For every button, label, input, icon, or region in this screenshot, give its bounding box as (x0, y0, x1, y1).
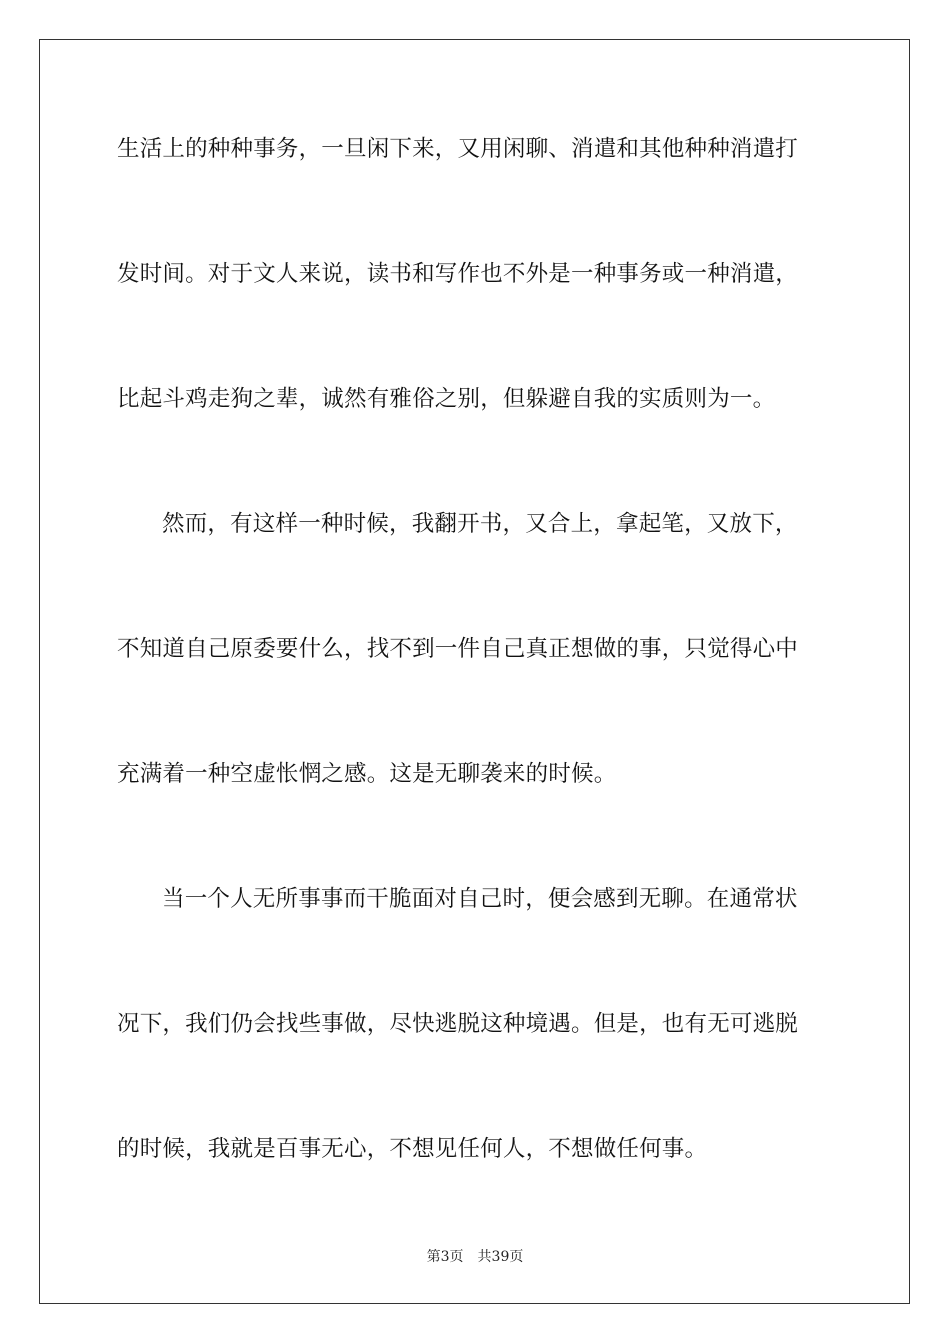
text-line: 生活上的种种事务，一旦闲下来，又用闲聊、消遣和其他种种消遣打 (117, 136, 799, 162)
text-line: 发时间。对于文人来说，读书和写作也不外是一种事务或一种消遣， (117, 261, 799, 287)
page-border (39, 39, 910, 1304)
text-line: 比起斗鸡走狗之辈，诚然有雅俗之别，但躲避自我的实质则为一。 (117, 386, 776, 412)
paragraph-start-line: 当一个人无所事事而干脆面对自己时，便会感到无聊。在通常状 (162, 886, 798, 912)
paragraph-start-line: 然而，有这样一种时候，我翻开书，又合上，拿起笔，又放下， (162, 511, 798, 537)
page-footer (0, 1248, 950, 1266)
total-pages: 共39页 (477, 1249, 524, 1265)
text-line: 的时候，我就是百事无心，不想见任何人，不想做任何事。 (117, 1136, 708, 1162)
text-line: 不知道自己原委要什么，找不到一件自己真正想做的事，只觉得心中 (117, 636, 799, 662)
text-line: 充满着一种空虚怅惘之感。这是无聊袭来的时候。 (117, 761, 617, 787)
text-line: 况下，我们仍会找些事做，尽快逃脱这种境遇。但是，也有无可逃脱 (117, 1011, 799, 1037)
page-number: 第3页 (426, 1249, 464, 1265)
